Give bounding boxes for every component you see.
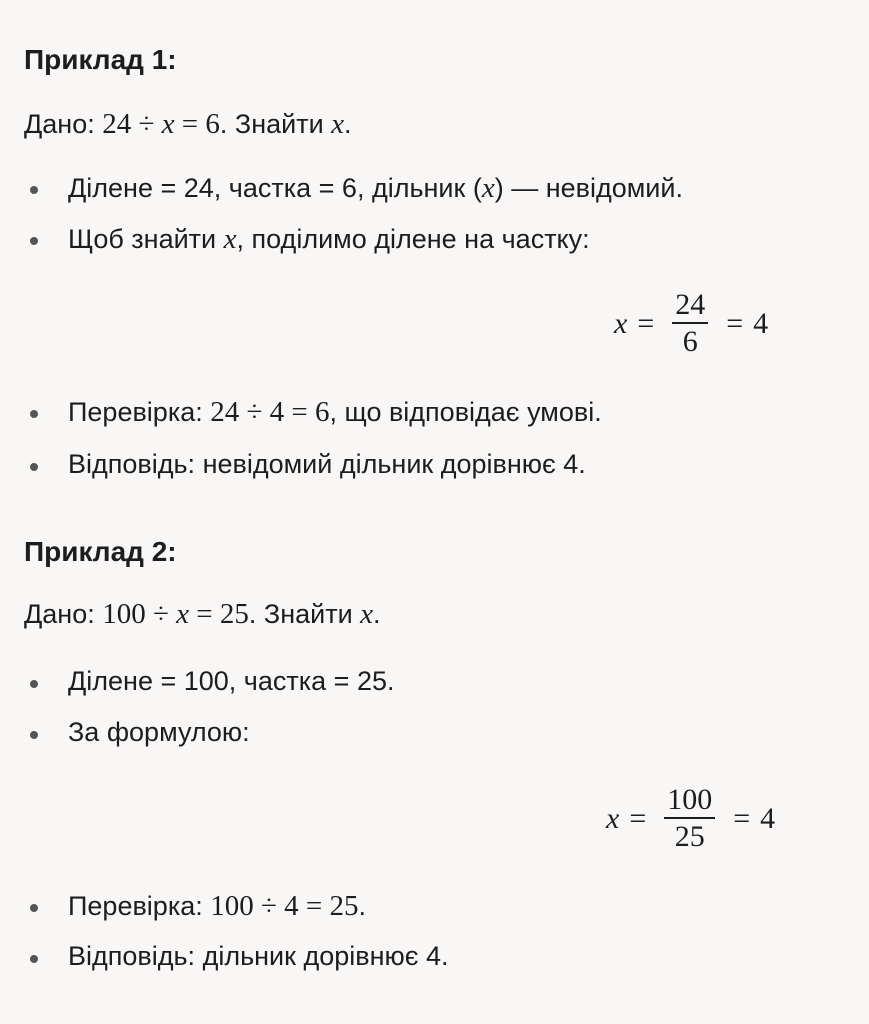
bullet-icon (30, 955, 38, 963)
text-part: , поділимо ділене на частку: (236, 224, 590, 254)
fraction-denominator: 6 (682, 324, 698, 358)
list-item-text (68, 172, 683, 205)
math-equation: 100 ÷ 4 = 25 (210, 890, 359, 922)
fraction-numerator: 100 (667, 783, 713, 816)
given-suffix: . Знайти (248, 599, 361, 629)
text-part: ) — невідомий. (494, 173, 683, 203)
math-variable: x (481, 172, 495, 204)
bullet-icon (30, 410, 38, 418)
fraction-denominator: 25 (674, 819, 705, 853)
formula-equals: = (733, 801, 751, 835)
given-end: . (373, 599, 381, 629)
bullet-icon (30, 237, 38, 245)
given-variable: x (176, 598, 190, 630)
example-2-heading: Приклад 2: (24, 536, 177, 567)
given-equation-rhs: = 6 (174, 108, 220, 140)
text-part: . (358, 891, 367, 921)
text-part: Щоб знайти (68, 224, 224, 254)
fraction (672, 288, 708, 360)
list-item-text (68, 396, 602, 429)
list-item-text (68, 223, 590, 256)
formula-1 (614, 288, 768, 360)
formula-equals: = (726, 306, 744, 340)
given-prefix: Дано: (24, 599, 103, 629)
fraction (664, 783, 715, 855)
formula-equals: = (637, 306, 655, 340)
given-suffix: . Знайти (219, 109, 332, 139)
formula-lhs: x (606, 801, 620, 835)
fraction-numerator: 24 (675, 288, 706, 321)
text-part: Ділене = 24, частка = 6, дільник ( (68, 173, 482, 203)
text-part: Перевірка: (68, 891, 211, 921)
given-variable: x (161, 108, 175, 140)
example-2-given (24, 598, 381, 631)
list-item-text: Ділене = 100, частка = 25. (68, 666, 395, 696)
given-find-variable: x (331, 108, 345, 140)
bullet-icon (30, 731, 38, 739)
bullet-icon (30, 904, 38, 912)
formula-lhs: x (614, 306, 628, 340)
given-prefix: Дано: (24, 109, 103, 139)
example-1-given (24, 108, 352, 141)
formula-result: 4 (760, 801, 776, 835)
list-item-text: Відповідь: дільник дорівнює 4. (68, 941, 449, 971)
formula-equals: = (629, 801, 647, 835)
text-part: , що відповідає умові. (329, 397, 602, 427)
given-equation: 24 ÷ (102, 108, 162, 140)
bullet-icon (30, 680, 38, 688)
given-find-variable: x (360, 598, 374, 630)
math-equation: 24 ÷ 4 = 6 (210, 396, 330, 428)
list-item-text: Відповідь: невідомий дільник дорівнює 4. (68, 449, 586, 479)
given-equation-rhs: = 25 (189, 598, 249, 630)
math-variable: x (223, 223, 237, 255)
example-1-heading: Приклад 1: (24, 44, 177, 75)
given-equation: 100 ÷ (102, 598, 177, 630)
bullet-icon (30, 463, 38, 471)
text-part: Перевірка: (68, 397, 211, 427)
bullet-icon (30, 186, 38, 194)
list-item-text (68, 890, 366, 923)
formula-2 (606, 783, 775, 855)
formula-result: 4 (753, 306, 769, 340)
list-item-text: За формулою: (68, 717, 250, 747)
given-end: . (344, 109, 352, 139)
